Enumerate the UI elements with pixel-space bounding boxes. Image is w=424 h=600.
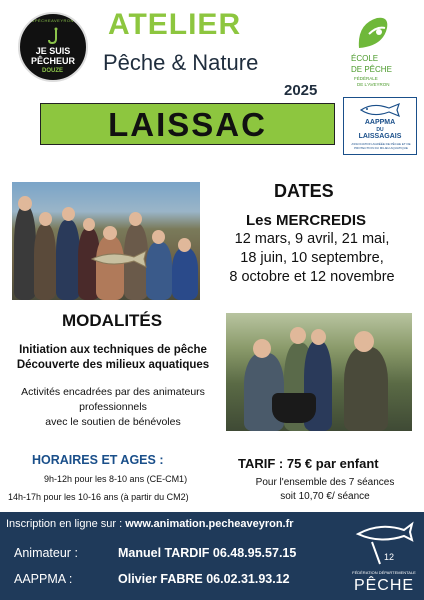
animateur-contact: Manuel TARDIF 06.48.95.57.15 bbox=[118, 546, 297, 560]
federation-fish-icon bbox=[350, 520, 418, 568]
federation-line1: FÉDÉRATION DÉPARTEMENTALE bbox=[352, 570, 416, 575]
inscription-link[interactable]: www.animation.pecheaveyron.fr bbox=[125, 518, 294, 530]
horaires-line2: 14h-17h pour les 10-16 ans (à partir du CM2) bbox=[8, 492, 189, 502]
modalites-heading: MODALITÉS bbox=[62, 311, 163, 330]
logo-tag: DOUZE bbox=[42, 68, 63, 74]
aappma-line1: AAPPMA bbox=[364, 119, 396, 126]
tarif-line1: Pour l'ensemble des 7 séances bbox=[255, 477, 395, 488]
federation-number: 12 bbox=[384, 552, 395, 562]
horaires-line1: 9h-12h pour les 8-10 ans (CE-CM1) bbox=[44, 474, 188, 484]
horaires-heading: HORAIRES ET AGES : bbox=[32, 453, 164, 467]
animateur-label: Animateur : bbox=[14, 546, 78, 560]
river-photo bbox=[226, 313, 412, 431]
group-photo bbox=[12, 182, 200, 300]
dates-line: 8 octobre et 12 novembre bbox=[229, 269, 395, 285]
town-name: LAISSAC bbox=[108, 106, 267, 143]
bucket bbox=[272, 393, 316, 423]
federation-logo bbox=[350, 520, 418, 598]
aappma-label: AAPPMA : bbox=[14, 572, 73, 586]
aappma-contact: Olivier FABRE 06.02.31.93.12 bbox=[118, 572, 290, 586]
ecole-line4: DE L'AVEYRON bbox=[357, 82, 390, 87]
page-title: ATELIER bbox=[108, 8, 242, 41]
dates-line: 18 juin, 10 septembre, bbox=[240, 250, 384, 266]
ecole-line1: ÉCOLE bbox=[351, 54, 379, 63]
dates-day: Les MERCREDIS bbox=[246, 212, 367, 229]
federation-line2: PÊCHE bbox=[353, 577, 415, 594]
footer-band bbox=[0, 512, 424, 600]
inscription-line bbox=[6, 518, 294, 530]
fish-hook-icon bbox=[48, 27, 62, 45]
aappma-logo bbox=[343, 97, 417, 155]
page-subtitle: Pêche & Nature bbox=[103, 50, 259, 75]
logo-line1: JE SUIS bbox=[35, 46, 71, 56]
modalites-bold-line: Découverte des milieux aquatiques bbox=[16, 359, 210, 371]
modalites-bold-line: Initiation aux techniques de pêche bbox=[19, 344, 207, 356]
year-label: 2025 bbox=[284, 82, 318, 99]
leaf-icon bbox=[355, 14, 391, 52]
aappma-line4: ASSOCIATION AGRÉÉE DE PÊCHE ET DE PROTECTION DU MILIEU AQUATIQUE bbox=[351, 142, 411, 150]
tarif-heading: TARIF : 75 € par enfant bbox=[238, 456, 379, 471]
inscription-label: Inscription en ligne sur : bbox=[6, 518, 123, 530]
fish-icon bbox=[359, 102, 403, 118]
fish-catch-icon bbox=[90, 248, 150, 270]
aappma-line2: DU bbox=[376, 127, 384, 133]
ecole-line2: DE PÊCHE bbox=[351, 65, 392, 74]
ecole-line3: FÉDÉRALE bbox=[354, 76, 378, 81]
ecole-de-peche-logo bbox=[345, 14, 415, 94]
je-suis-pecheur-logo bbox=[18, 12, 88, 82]
tarif-line2: soit 10,70 €/ séance bbox=[280, 491, 370, 502]
modalites-text-line: professionnels bbox=[79, 401, 147, 413]
modalites-text-line: Activités encadrées par des animateurs bbox=[21, 386, 205, 398]
logo-ring-text: #PÊCHEAVEYRON bbox=[32, 18, 74, 23]
town-banner bbox=[40, 103, 335, 145]
logo-line2: PÊCHEUR bbox=[30, 56, 75, 66]
aappma-line3: LAISSAGAIS bbox=[358, 133, 402, 140]
modalites-text-line: avec le soutien de bénévoles bbox=[45, 416, 181, 428]
dates-line: 12 mars, 9 avril, 21 mai, bbox=[234, 231, 390, 247]
dates-heading: DATES bbox=[274, 181, 334, 201]
